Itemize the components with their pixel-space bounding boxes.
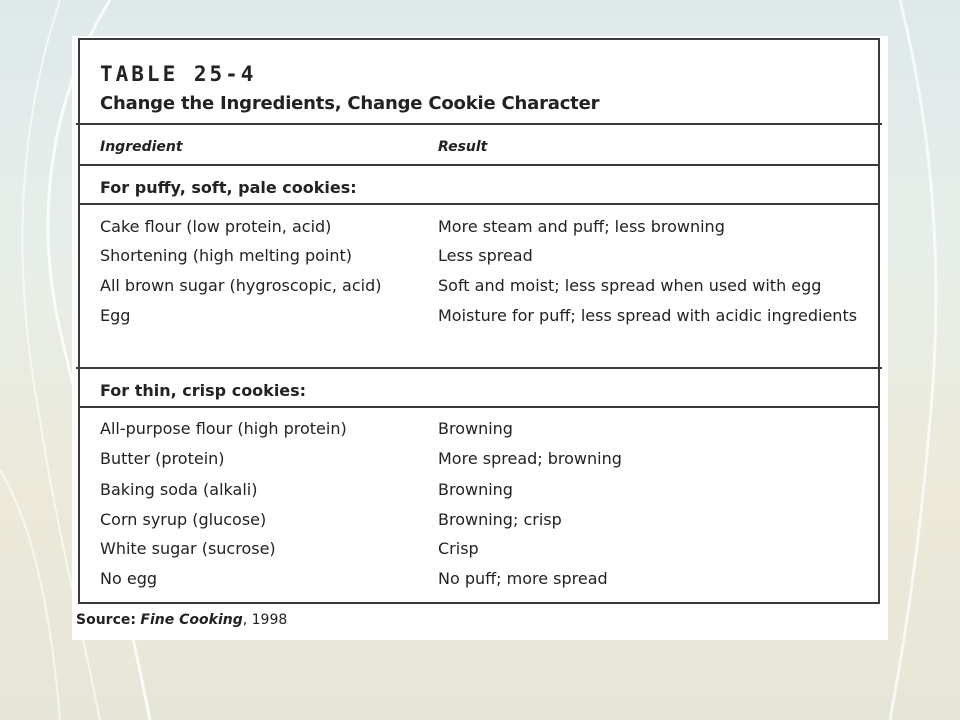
ingredient-cell: White sugar (sucrose) xyxy=(100,539,276,558)
ingredient-cell: No egg xyxy=(100,569,157,588)
column-header-ingredient: Ingredient xyxy=(100,139,183,155)
result-cell: Crisp xyxy=(438,539,479,558)
ingredient-cell: Butter (protein) xyxy=(100,449,225,468)
table-title: Change the Ingredients, Change Cookie Character xyxy=(100,93,600,114)
ingredient-cell: All brown sugar (hygroscopic, acid) xyxy=(100,276,382,295)
ingredient-cell: Baking soda (alkali) xyxy=(100,480,258,499)
rule-section-2 xyxy=(80,406,878,408)
table-figure xyxy=(72,36,888,640)
result-cell: Browning xyxy=(438,419,513,438)
ingredient-cell: Shortening (high melting point) xyxy=(100,246,352,265)
result-cell: Browning; crisp xyxy=(438,510,562,529)
ingredient-cell: Egg xyxy=(100,306,131,325)
table-frame xyxy=(78,38,880,604)
ingredient-cell: All-purpose flour (high protein) xyxy=(100,419,347,438)
ingredient-cell: Cake flour (low protein, acid) xyxy=(100,217,332,236)
result-cell: Less spread xyxy=(438,246,533,265)
ingredient-cell: Corn syrup (glucose) xyxy=(100,510,267,529)
result-cell: More steam and puff; less browning xyxy=(438,217,725,236)
result-cell: Browning xyxy=(438,480,513,499)
rule-section-2-top xyxy=(76,367,882,369)
result-cell: Moisture for puff; less spread with acidic ingredients xyxy=(438,306,858,325)
rule-header xyxy=(80,164,878,166)
result-cell: Soft and moist; less spread when used with egg xyxy=(438,276,822,295)
result-cell: No puff; more spread xyxy=(438,569,608,588)
section-heading-crisp: For thin, crisp cookies: xyxy=(100,381,307,400)
source-label: Source: xyxy=(76,612,136,628)
section-heading-puffy: For puffy, soft, pale cookies: xyxy=(100,178,357,197)
source-publication: Fine Cooking xyxy=(140,612,243,628)
table-caption: TABLE 25-4 xyxy=(100,62,257,86)
result-cell: More spread; browning xyxy=(438,449,622,468)
rule-title xyxy=(76,123,882,125)
source-note xyxy=(76,612,287,628)
rule-section-1 xyxy=(80,203,878,205)
column-header-result: Result xyxy=(438,139,488,155)
source-year: , 1998 xyxy=(242,612,288,628)
